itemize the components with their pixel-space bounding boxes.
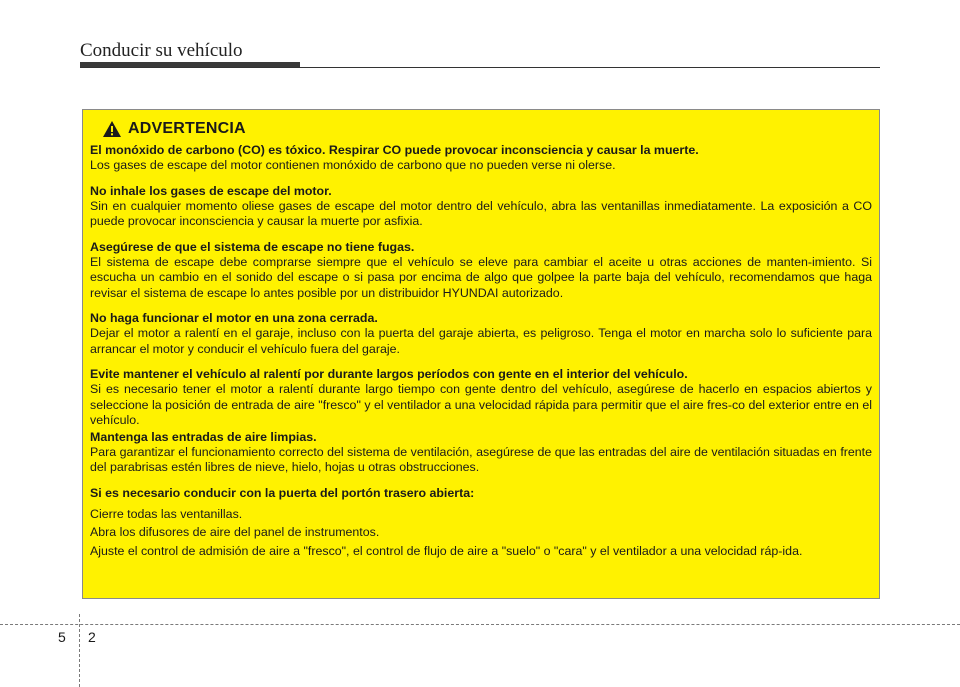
header-rule — [80, 67, 880, 68]
instruction-line: Cierre todas las ventanillas. — [90, 506, 243, 521]
warning-triangle-icon — [102, 120, 122, 138]
section-text: Para garantizar el funcionamiento correcto del sistema de ventilación, asegúrese de que las entradas del aire de ventilación situadas en frente del parabrisas estén libres de nieve, hielo, hojas u otras obstrucciones. — [90, 444, 872, 474]
section-heading: Mantenga las entradas de aire limpias. — [90, 429, 317, 444]
section-text: Si es necesario tener el motor a ralentí durante largo tiempo con gente dentro del vehículo, asegúrese de hacerlo en espacios abiertos y seleccione la posición de entrada de aire "fresco" y el ventilador a una velocidad rápida para permitir que el aire fres-co del exterior entre en el vehículo. — [90, 382, 872, 427]
section-text: Los gases de escape del motor contienen monóxido de carbono que no pueden verse ni olerse. — [90, 158, 616, 172]
footer-dash-vertical — [79, 614, 80, 687]
instruction-line: Ajuste el control de admisión de aire a "fresco", el control de flujo de aire a "suelo" o "cara" y el ventilador a una velocidad ráp-ida. — [90, 543, 803, 558]
page-section-number: 5 — [58, 629, 66, 645]
warning-box — [82, 109, 880, 599]
page-header-title: Conducir su vehículo — [80, 40, 243, 61]
section-heading: Si es necesario conducir con la puerta del portón trasero abierta: — [90, 485, 475, 500]
instruction-line: Abra los difusores de aire del panel de instrumentos. — [90, 525, 380, 539]
section-text: Dejar el motor a ralentí en el garaje, incluso con la puerta del garaje abierta, es peligroso. Tenga el motor en marcha solo lo suficiente para arrancar el motor y conducir el vehículo fuera del garaje. — [90, 326, 872, 356]
section-heading: No haga funcionar el motor en una zona cerrada. — [90, 311, 378, 325]
section-text: El sistema de escape debe comprarse siempre que el vehículo se eleve para cambiar el aceite u otras acciones de manten-imiento. Si escucha un cambio en el sonido del escape o si pasa por encima de algo que golpee la parte baja del vehículo, recomendamos que haga revisar el sistema de escape lo antes posible por un distribuidor HYUNDAI autorizado. — [90, 254, 872, 300]
warning-header — [102, 120, 872, 138]
warning-title: ADVERTENCIA — [128, 120, 246, 137]
section-heading: El monóxido de carbono (CO) es tóxico. Respirar CO puede provocar inconsciencia y causar la muerte. — [90, 143, 699, 157]
section-heading: Evite mantener el vehículo al ralentí por durante largos períodos con gente en el interior del vehículo. — [90, 367, 688, 381]
section-text: Sin en cualquier momento oliese gases de escape del motor dentro del vehículo, abra las ventanillas inmediatamente. La exposición a CO puede provocar inconsciencia y causar la muerte por asfixia. — [90, 198, 872, 228]
section-heading: No inhale los gases de escape del motor. — [90, 183, 332, 198]
page-number: 2 — [88, 629, 96, 645]
footer-dash-horizontal — [0, 624, 960, 625]
section-heading: Asegúrese de que el sistema de escape no tiene fugas. — [90, 239, 415, 254]
